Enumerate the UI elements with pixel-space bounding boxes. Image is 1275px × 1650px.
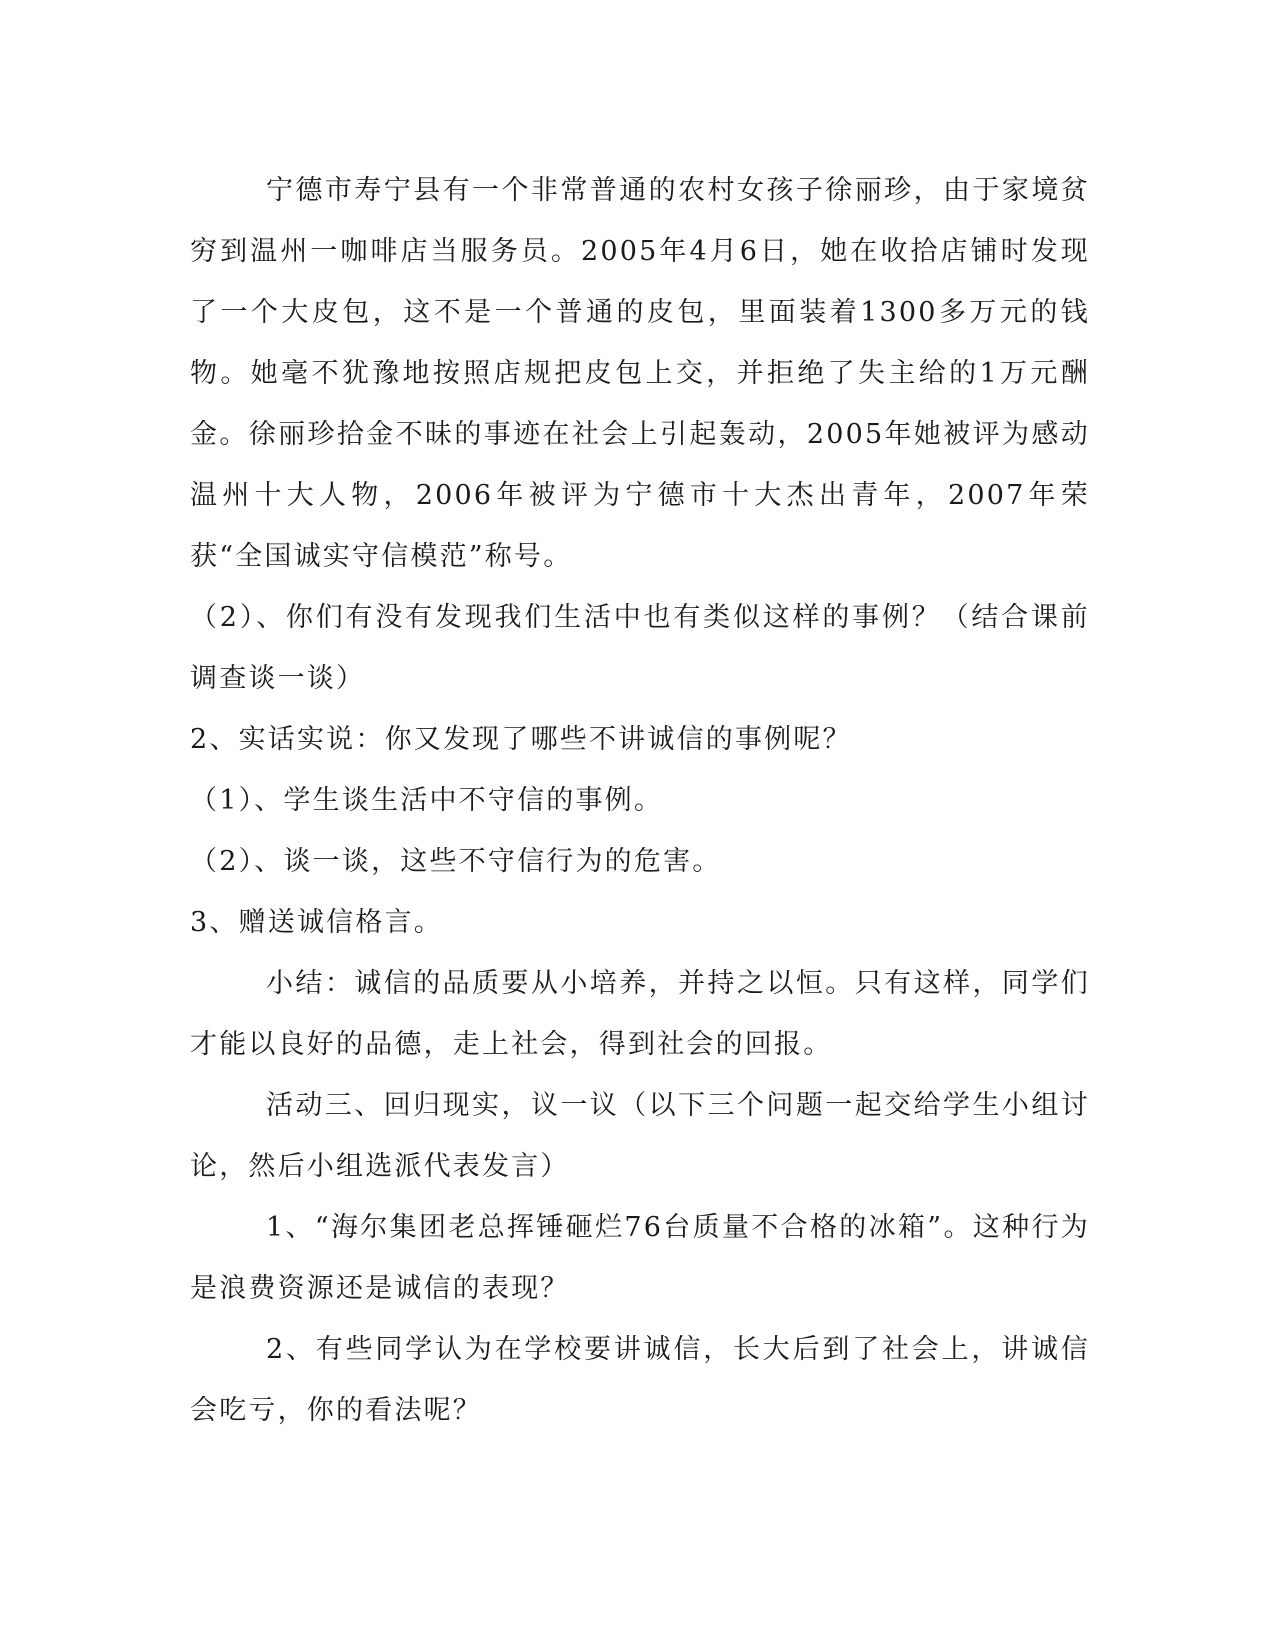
activity-heading: 活动三、回归现实，议一议（以下三个问题一起交给学生小组讨论，然后小组选派代表发言） [190,1090,1090,1182]
summary-paragraph: 小结：诚信的品质要从小培养，并持之以恒。只有这样，同学们才能以良好的品德，走上社会，得到社会的回报。 [190,968,1090,1060]
section-heading: 3、赠送诚信格言。 [190,907,443,938]
document-body [190,160,1090,1441]
discussion-question: 1、“海尔集团老总挥锤砸烂76台质量不合格的冰箱”。这种行为是浪费资源还是诚信的表现？ [190,1212,1090,1304]
story-paragraph: 宁德市寿宁县有一个非常普通的农村女孩子徐丽珍，由于家境贫穷到温州一咖啡店当服务员。2005年4月6日，她在收拾店铺时发现了一个大皮包，这不是一个普通的皮包，里面装着1300多万元的钱物。她毫不犹豫地按照店规把皮包上交，并拒绝了失主给的1万元酬金。徐丽珍拾金不昧的事迹在社会上引起轰动，2005年她被评为感动温州十大人物，2006年被评为宁德市十大杰出青年，2007年荣获“全国诚实守信模范”称号。 [190,175,1090,572]
list-item: （2）、谈一谈，这些不守信行为的危害。 [190,846,722,877]
question-paragraph: （2）、你们有没有发现我们生活中也有类似这样的事例？（结合课前调查谈一谈） [190,602,1090,694]
discussion-question: 2、有些同学认为在学校要讲诚信，长大后到了社会上，讲诚信会吃亏，你的看法呢？ [190,1334,1090,1426]
list-item: （1）、学生谈生活中不守信的事例。 [190,785,664,816]
section-heading: 2、实话实说：你又发现了哪些不讲诚信的事例呢？ [190,724,852,755]
